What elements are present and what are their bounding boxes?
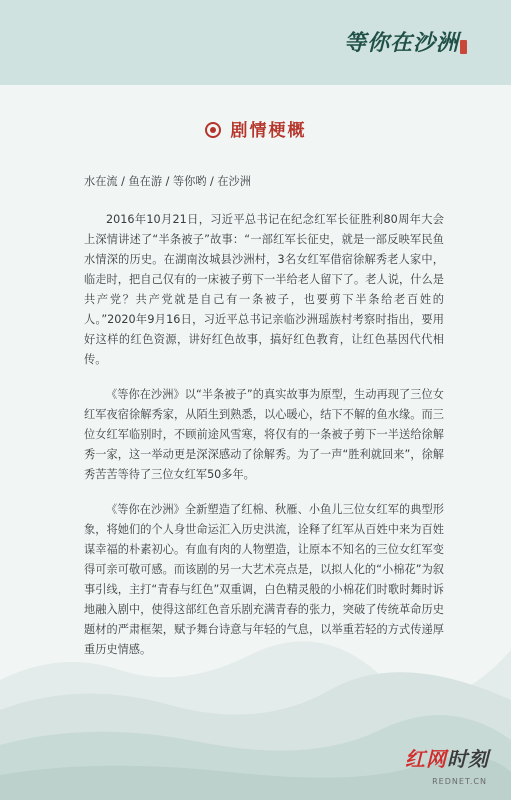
seal-icon <box>460 40 467 54</box>
logo-dark-text: 时刻 <box>447 747 489 771</box>
paragraph-2: 《等你在沙洲》以“半条被子”的真实故事为原型，生动再现了三位女红军夜宿徐解秀家，从陌生到熟悉，以心暖心，结下不解的鱼水缘。而三位女红军临别时，不顾前途风雪寒，将仅有的一条被子剪下一半送给徐解秀一家，这一举动更是深深感动了徐解秀。为了一声“胜利就回来”，徐解秀苦苦等待了三位女红军50多年。 <box>84 388 444 481</box>
section-title: 剧情梗概 <box>230 121 307 141</box>
paragraph-3: 《等你在沙洲》全新塑造了红棉、秋雁、小鱼儿三位女红军的典型形象，将她们的个人身世命运汇入历史洪流，诠释了红军从百姓中来为百姓谋幸福的朴素初心。有血有肉的人物塑造，让原本不知名的三位女红军变得可亲可敬可感。而该剧的另一大艺术亮点是，以拟人化的“小棉花”为叙事引线，主打“青春与红色”双重调，白色精灵般的小棉花们时歌时舞时诉地融入剧中，使得这部红色音乐剧充满青春的张力，突破了传统革命历史题材的严肃框架，赋予舞台诗意与年轻的气息，以举重若轻的方式传递厚重历史情感。 <box>84 503 444 656</box>
circle-bullet-icon <box>205 122 221 138</box>
brand-title: 等你在沙洲 <box>343 30 459 56</box>
paragraph-1: 2016年10月21日，习近平总书记在纪念红军长征胜利80周年大会上深情讲述了“半条被子”故事：“一部红军长征史，就是一部反映军民鱼水情深的历史。在湖南汝城县沙洲村，3名女红军借宿徐解秀老人家中，临走时，把自己仅有的一床被子剪下一半给老人留下了。老人说，什么是共产党？共产党就是自己有一条被子，也要剪下半条给老百姓的人。”2020年9月16日，习近平总书记亲临沙洲瑶族村考察时指出，要用好这样的红色资源，讲好红色故事，搞好红色教育，让红色基因代代相传。 <box>84 213 444 366</box>
tagline: 水在流 / 鱼在游 / 等你哟 / 在沙洲 <box>84 175 251 188</box>
rednet-logo <box>405 743 489 772</box>
logo-domain: REDNET.CN <box>432 777 487 786</box>
logo-red-text: 红网 <box>405 747 447 771</box>
section-heading <box>0 116 511 141</box>
